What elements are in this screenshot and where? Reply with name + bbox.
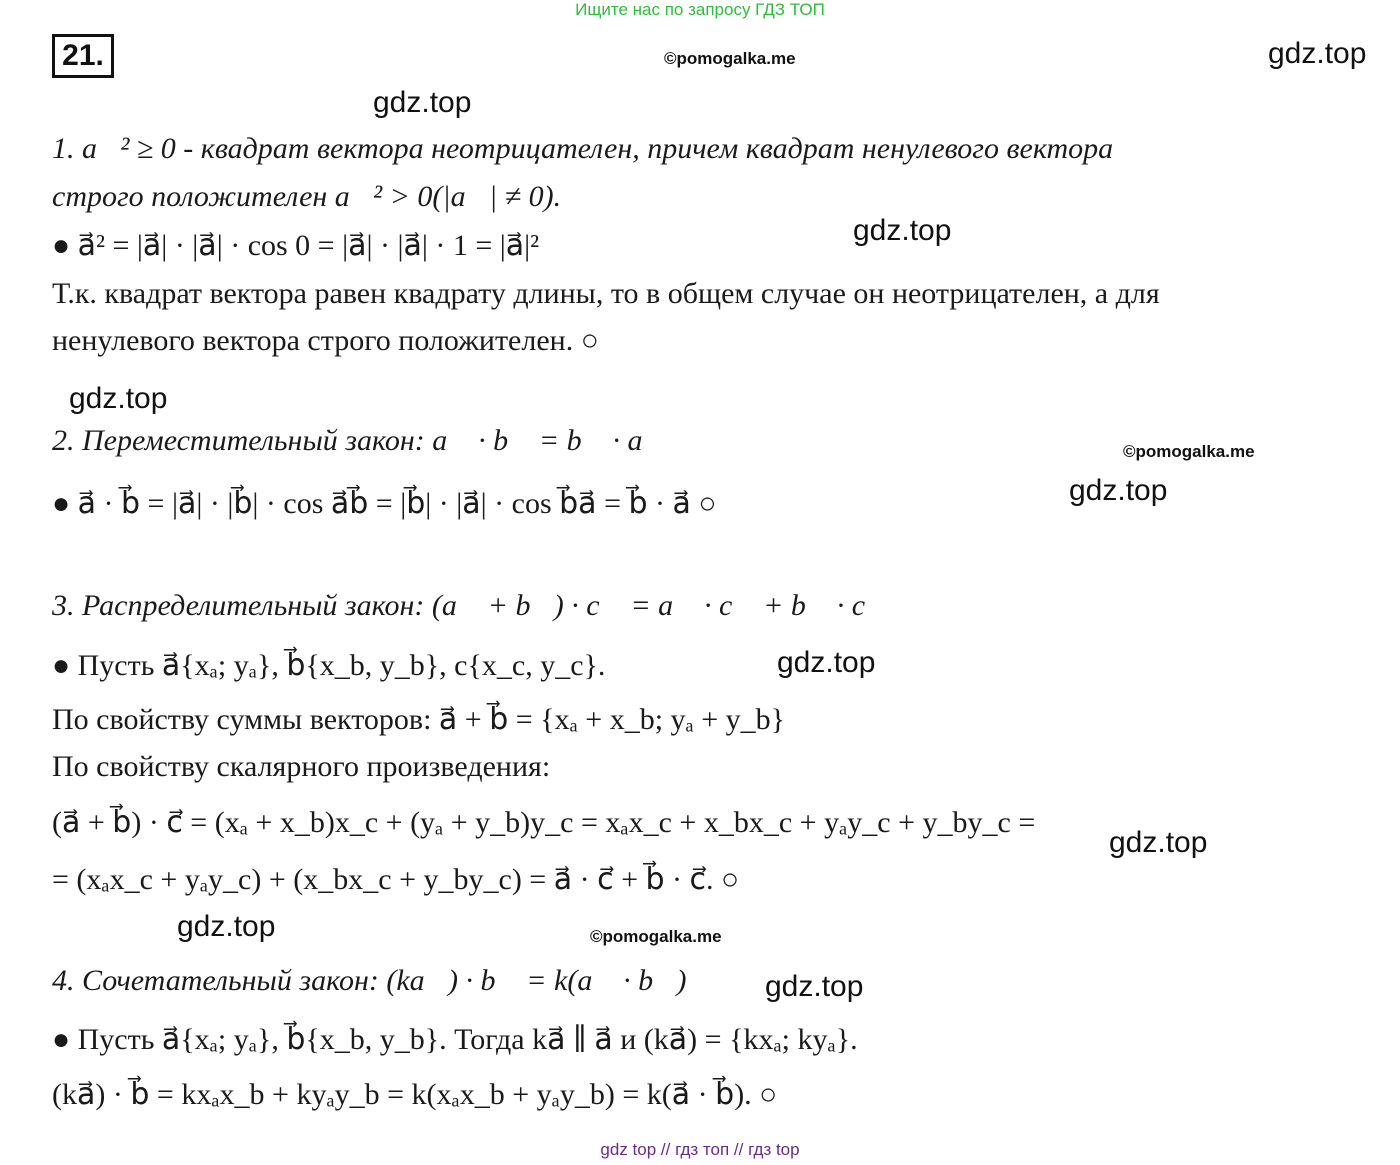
property-3-proof-calc-1: (a⃗ + b⃗) · c⃗ = (xₐ + x_b)x_c + (yₐ + y_b)y_c = xₐx_c + x_bx_c + yₐy_c + y_by_c =: [52, 806, 1036, 839]
watermark: gdz.top: [777, 646, 876, 679]
watermark: gdz.top: [1109, 826, 1208, 859]
property-4-proof-calc: (ka⃗) · b⃗ = kxₐx_b + kyₐy_b = k(xₐx_b + yₐy_b) = k(a⃗ · b⃗). ○: [52, 1078, 778, 1111]
property-1-proof-formula: ● a⃗² = |a⃗| · |a⃗| · cos 0 = |a⃗| · |a⃗| · 1 = |a⃗|²: [52, 229, 540, 262]
watermark: gdz.top: [765, 970, 864, 1003]
copyright-mark: ©pomogalka.me: [590, 927, 722, 946]
top-banner: Ищите нас по запросу ГДЗ ТОП: [575, 0, 825, 19]
property-1-heading-cont: строго положителен a⃗² > 0(|a⃗| ≠ 0).: [52, 180, 562, 213]
property-2-heading: 2. Переместительный закон: a⃗ · b⃗ = b⃗ · a⃗: [52, 424, 666, 457]
copyright-mark: ©pomogalka.me: [1123, 442, 1255, 461]
watermark: gdz.top: [177, 910, 276, 943]
watermark: gdz.top: [1268, 37, 1367, 70]
property-3-proof-let: ● Пусть a⃗{xₐ; yₐ}, b⃗{x_b, y_b}, c{x_c, y_c}.: [52, 649, 606, 682]
property-2-proof: ● a⃗ · b⃗ = |a⃗| · |b⃗| · cos a⃗b⃗ = |b⃗| · |a⃗| · cos b⃗a⃗ = b⃗ · a⃗ ○: [52, 487, 717, 520]
problem-number: 21.: [52, 34, 114, 78]
property-3-proof-sum: По свойству суммы векторов: a⃗ + b⃗ = {xₐ + x_b; yₐ + y_b}: [52, 703, 786, 736]
property-3-proof-scalar: По свойству скалярного произведения:: [52, 750, 551, 783]
footer-watermark: gdz top // гдз топ // гдз top: [600, 1140, 800, 1159]
property-4-heading: 4. Сочетательный закон: (ka⃗) · b⃗ = k(a⃗ · b⃗): [52, 964, 687, 997]
watermark: gdz.top: [1069, 474, 1168, 507]
property-4-proof-let: ● Пусть a⃗{xₐ; yₐ}, b⃗{x_b, y_b}. Тогда ka⃗ ∥ a⃗ и (ka⃗) = {kxₐ; kyₐ}.: [52, 1023, 858, 1056]
property-1-heading: 1. a⃗² ≥ 0 - квадрат вектора неотрицателен, причем квадрат ненулевого вектора: [52, 132, 1114, 165]
watermark: gdz.top: [69, 382, 168, 415]
watermark: gdz.top: [373, 86, 472, 119]
property-3-heading: 3. Распределительный закон: (a⃗ + b⃗) · c⃗ = a⃗ · c⃗ + b⃗ · c⃗: [52, 589, 889, 622]
property-1-proof-text: Т.к. квадрат вектора равен квадрату длины, то в общем случае он неотрицателен, а для: [52, 277, 1160, 310]
property-1-proof-text-cont: ненулевого вектора строго положителен. ○: [52, 324, 599, 357]
watermark: gdz.top: [853, 214, 952, 247]
copyright-mark: ©pomogalka.me: [664, 49, 796, 68]
property-3-proof-calc-2: = (xₐx_c + yₐy_c) + (x_bx_c + y_by_c) = a⃗ · c⃗ + b⃗ · c⃗. ○: [52, 863, 740, 896]
